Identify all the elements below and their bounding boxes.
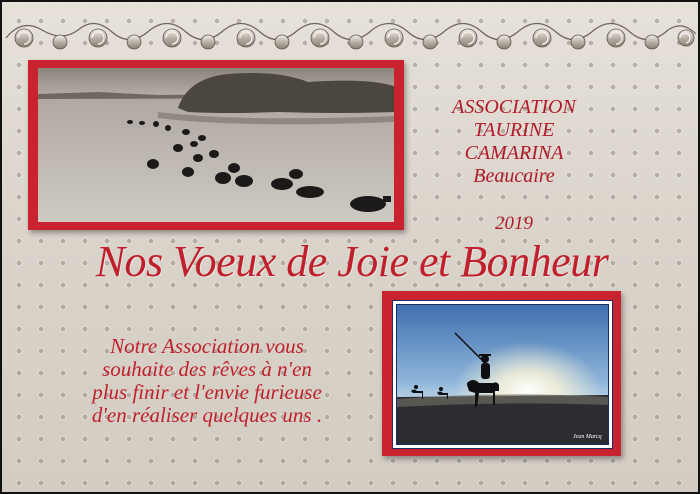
- cattle-herd-image: [38, 68, 394, 222]
- rider-sunset-image: [397, 305, 608, 444]
- message-line: Notre Association vous: [110, 334, 304, 358]
- association-title: [410, 96, 618, 235]
- association-name: ASSOCIATION TAURINE: [452, 96, 576, 141]
- scroll-ornament-border: [2, 8, 698, 58]
- photo-frame-rider: [382, 291, 621, 456]
- greeting-message: [42, 335, 372, 427]
- cattle-photo: [38, 68, 394, 222]
- message-line: plus finir et l'envie furieuse: [92, 380, 322, 404]
- greeting-headline: Nos Voeux de Joie et Bonheur: [95, 237, 609, 286]
- message-line: souhaite des rêves à n'en: [102, 357, 312, 381]
- association-city: Beaucaire: [473, 165, 555, 187]
- association-subname: CAMARINA: [464, 142, 564, 164]
- photo-frame-cattle: [28, 60, 404, 230]
- rider-photo: [396, 304, 609, 445]
- message-line: d'en réaliser quelques uns .: [91, 403, 323, 427]
- photo-signature: Jean Marcq: [573, 434, 602, 440]
- association-year: 2019: [495, 213, 533, 234]
- photo-mat: [392, 300, 613, 449]
